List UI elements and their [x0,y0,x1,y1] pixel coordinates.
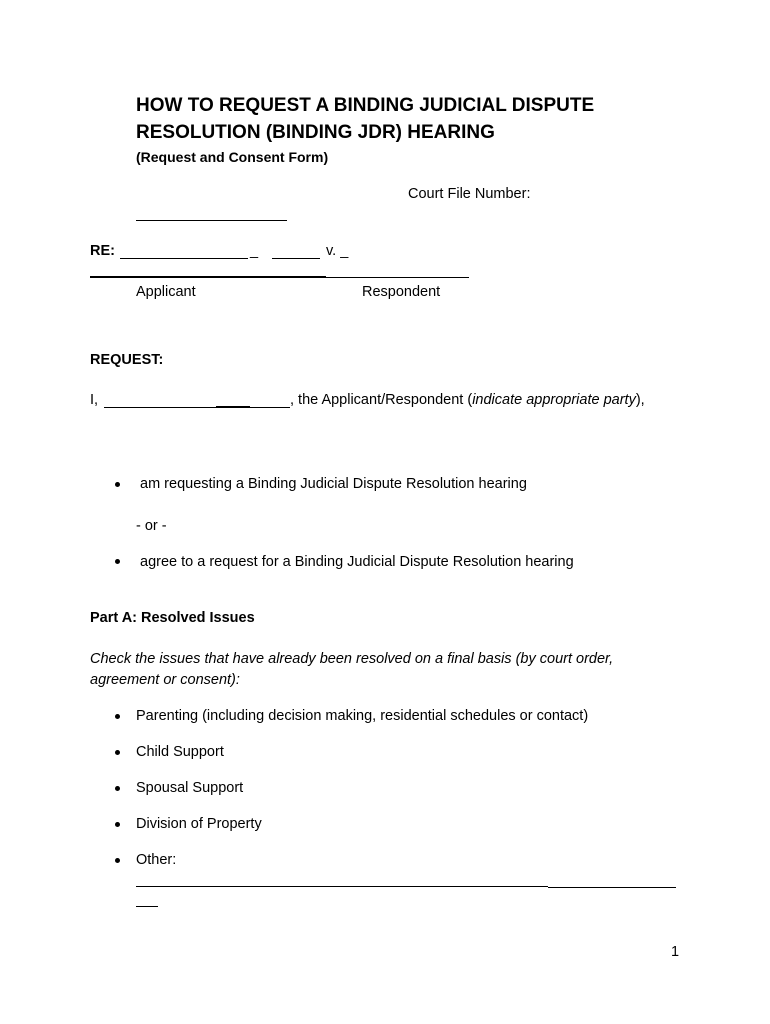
issue-other: Other: [136,852,177,868]
re-respondent-field[interactable] [326,277,469,278]
re-label: RE: [90,243,115,259]
issue-spousal-support-checkbox[interactable] [115,786,120,791]
respondent-label: Respondent [362,284,441,300]
part-a-instruction-2-text: agreement or consent): [90,672,240,688]
applicant-label: Applicant [136,284,196,300]
request-name-field[interactable] [104,407,290,408]
issue-parenting: Parenting (including decision making, residential schedules or contact) [136,708,589,724]
option-1-checkbox[interactable] [115,482,120,487]
part-a-instruction-1-text: Check the issues that have already been resolved on a final basis (by court order, [90,651,614,667]
issue-parenting-checkbox[interactable] [115,714,120,719]
issue-spousal-support: Spousal Support [136,780,244,796]
issue-other-checkbox[interactable] [115,858,120,863]
page-subtitle: (Request and Consent Form) [136,149,329,165]
court-file-number-field[interactable] [136,220,287,221]
part-a-heading: Part A: Resolved Issues [90,610,255,626]
part-a-instruction-line-1 [90,651,613,667]
option-2-checkbox[interactable] [115,559,120,564]
re-middle-field[interactable] [272,258,320,259]
other-issue-field-continued[interactable] [548,887,676,888]
request-heading: REQUEST: [90,352,164,368]
issue-division-of-property: Division of Property [136,816,262,832]
page-title-line-2: RESOLUTION (BINDING JDR) HEARING [136,122,495,143]
page-number: 1 [671,944,680,960]
page-title-line-1: HOW TO REQUEST A BINDING JUDICIAL DISPUTE [136,95,595,116]
re-second-line-field[interactable] [90,276,326,278]
other-issue-field[interactable] [136,886,548,887]
request-italic-text: indicate appropriate party [472,392,636,408]
or-separator: - or - [136,518,167,534]
option-1-text: am requesting a Binding Judicial Dispute Resolution hearing [140,476,527,492]
request-prefix: I, [90,392,99,408]
re-filler-underscore: _ [250,243,259,259]
re-applicant-field[interactable] [120,258,248,259]
request-statement [290,392,645,408]
request-suffix-text: ), [635,392,645,408]
issue-child-support: Child Support [136,744,224,760]
request-name-field-accent [216,406,250,408]
option-2-text: agree to a request for a Binding Judicial Dispute Resolution hearing [140,554,574,570]
issue-child-support-checkbox[interactable] [115,750,120,755]
issue-division-of-property-checkbox[interactable] [115,822,120,827]
other-issue-field-wrap[interactable] [136,906,158,907]
part-a-instruction-line-2 [90,672,240,688]
re-versus: v. _ [326,243,349,259]
request-middle-text: , the Applicant/Respondent ( [290,392,473,408]
court-file-number-label: Court File Number: [408,186,531,202]
